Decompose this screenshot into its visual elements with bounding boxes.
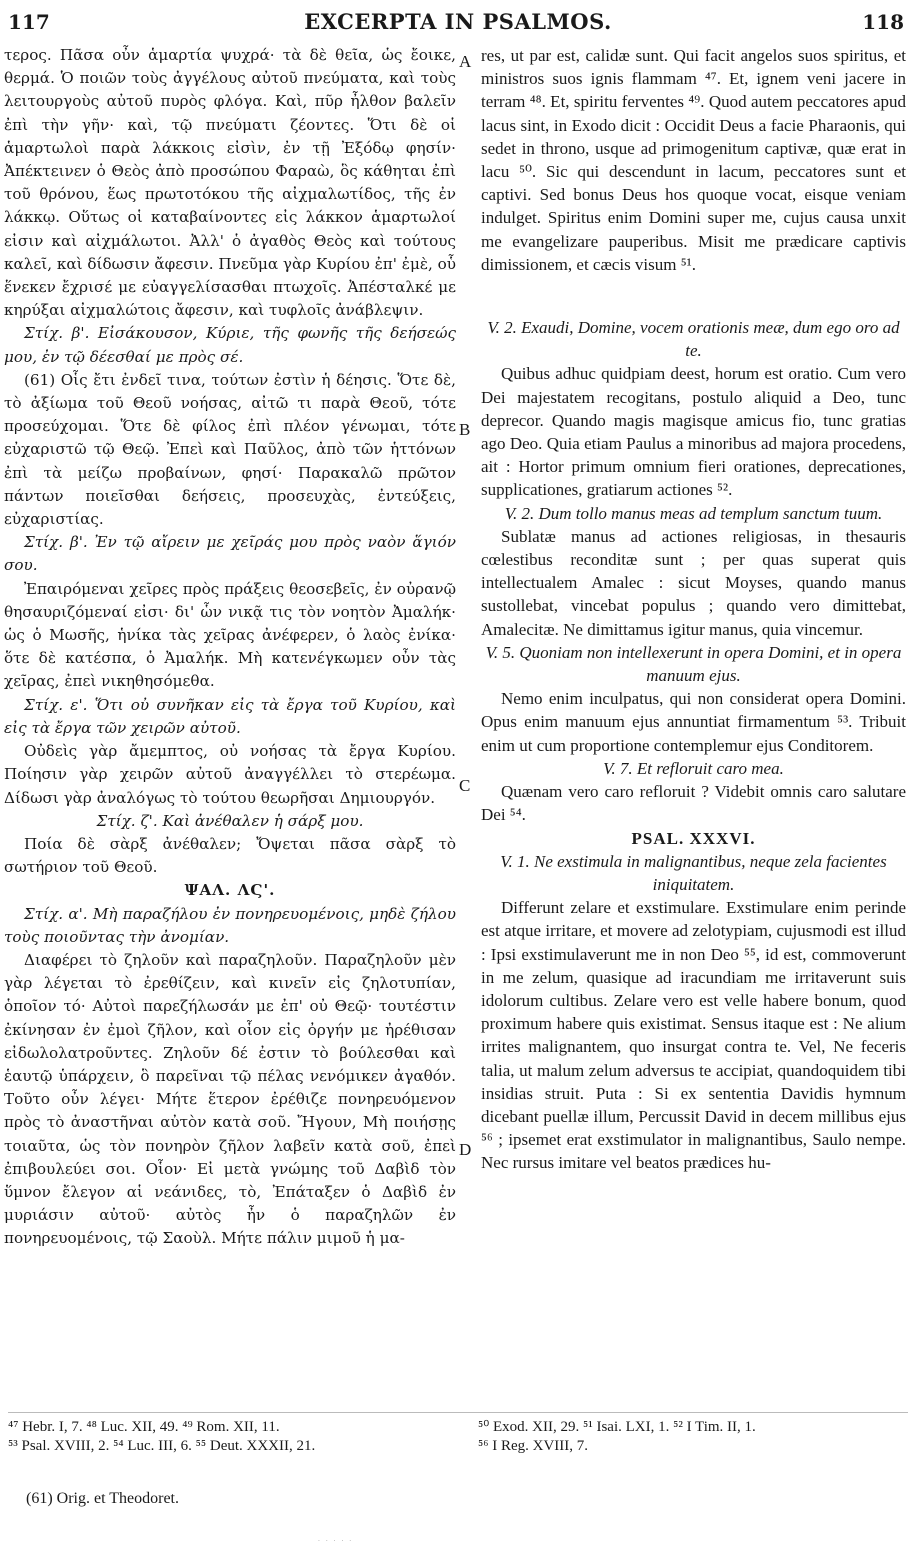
margin-letter-a: A xyxy=(459,52,472,71)
greek-column xyxy=(4,44,456,1414)
page-number-left: 117 xyxy=(8,10,50,34)
latin-paragraph: res, ut par est, calidæ sunt. Qui facit angelos suos spiritus, et ministros suos ignis flammam ⁴⁷. Et, ignem veni jacere in terram ⁴⁸. Et, spiritu ferventes ⁴⁹. Quod autem peccatores apud lacus sint, in Exodo dicit : Occidit Deus a facie Pharaonis, qui sedet in throno, usque ad primogenitum captivæ, quæ erat in lacu ⁵⁰. Sic qui descendunt in lacum, peccatores sunt et captivi. Sed bonus Deus hos quoque vocat, eisque veniam indulget. Spiritus enim Domini super me, cujus causa unxit me evangelizare pauperibus. Misit me prædicare captivis dimissionem, et cæcis visum ⁵¹. xyxy=(481,46,906,274)
latin-paragraph: Sublatæ manus ad actiones religiosas, in thesauris cœlestibus reconditæ sunt ; per quas superat quis intellectualem Amalec : sicut Moyses, quando manus sustollebat, vincebat populus ; quando vero dimittebat, Amalecitæ. Ne dimittamus igitur manus, quia vincemur. xyxy=(481,526,906,639)
page-header xyxy=(0,0,916,40)
printer-mark: · · · · · xyxy=(318,1538,354,1545)
greek-paragraph: Οὐδεὶς γὰρ ἄμεμπτος, οὐ νοήσας τὰ ἔργα Κυρίου. Ποίησιν γὰρ χειρῶν αὐτοῦ ἀναγγέλλει τὸ στερέωμα. Δίδωσι γὰρ ἀναλόγως τὸ τούτου θεωρῆσαι Δημιουργόν. xyxy=(4,742,456,807)
greek-verse-heading: Στίχ. ζ'. Καὶ ἀνέθαλεν ἡ σάρξ μου. xyxy=(96,811,364,830)
footnote-line: ⁴⁷ Hebr. I, 7. ⁴⁸ Luc. XII, 49. ⁴⁹ Rom. XII, 11. xyxy=(8,1419,280,1435)
page-number-right: 118 xyxy=(862,10,904,34)
greek-verse-heading: Στίχ. β'. Ἐν τῷ αἴρειν με χεῖράς μου πρὸς ναὸν ἅγιόν σου. xyxy=(4,533,456,575)
latin-verse-heading: V. 7. Et refloruit caro mea. xyxy=(603,758,784,778)
footnotes-left xyxy=(8,1418,468,1456)
greek-paragraph: (61) Οἷς ἔτι ἐνδεῖ τινα, τούτων ἐστὶν ἡ δέησις. Ὅτε δὲ, τὸ ἀξίωμα τοῦ Θεοῦ νοήσας, αἰτῶ τι παρὰ Θεοῦ, τότε προσεύχομαι. Ὅτε δὲ φίλος ἐπὶ πλέον γένωμαι, τότε εὐχαριστῶ τῷ Θεῷ. Ἐπεὶ καὶ Παῦλος, ἀπὸ τῶν ἡττόνων ἐπὶ τὰ μείζω προβαίνων, φησί· Παρακαλῶ πρῶτον πάντων ποιεῖσθαι δεήσεις, προσευχὰς, ἐντεύξεις, εὐχαριστίας. xyxy=(4,370,456,529)
latin-paragraph: Quænam vero caro refloruit ? Videbit omnis caro salutare Dei ⁵⁴. xyxy=(481,782,906,825)
latin-psalm-title: PSAL. XXXVI. xyxy=(631,828,756,848)
source-note: (61) Orig. et Theodoret. xyxy=(26,1490,179,1507)
greek-verse-heading: Στίχ. β'. Εἰσάκουσον, Κύριε, τῆς φωνῆς τῆς δεήσεώς μου, ἐν τῷ δέεσθαί με πρὸς σέ. xyxy=(4,324,456,366)
footnotes-right xyxy=(478,1418,910,1456)
latin-verse-heading: V. 5. Quoniam non intellexerunt in opera Domini, et in opera manuum ejus. xyxy=(485,642,902,686)
footnote-line: ⁵⁶ I Reg. XVIII, 7. xyxy=(478,1438,589,1454)
footnote-divider xyxy=(8,1412,908,1413)
greek-paragraph: Ποία δὲ σὰρξ ἀνέθαλεν; Ὄψεται πᾶσα σὰρξ τὸ σωτήριον τοῦ Θεοῦ. xyxy=(4,834,456,877)
latin-paragraph: Quibus adhuc quidpiam deest, horum est oratio. Cum vero Dei majestatem recogitans, postulo aliquid a Deo, tunc deprecor. Quando magis magisque amicus fio, tunc gratias ago Deo. Quia etiam Paulus a minoribus ad majora procedens, ait : Hortor primum omnium fieri orationes, deprecationes, supplicationes, gratiarum actiones ⁵². xyxy=(481,364,906,500)
latin-verse-heading: V. 2. Exaudi, Domine, vocem orationis meæ, dum ego oro ad te. xyxy=(487,318,900,361)
greek-paragraph: τερος. Πᾶσα οὖν ἁμαρτία ψυχρά· τὰ δὲ θεῖα, ὡς ἔοικε, θερμά. Ὁ ποιῶν τοὺς ἀγγέλους αὐτοῦ πνεύματα, καὶ τοὺς λειτουργοὺς αὐτοῦ πυρὸς φλόγα. Καὶ, πῦρ ἦλθον βαλεῖν ἐπὶ τὴν γῆν· καὶ, τῷ πνεύματι ζέοντες. Ὅτι δὲ οἱ ἁμαρτωλοὶ παρὰ λάκκοις εἰσὶν, ἐν τῇ Ἐξόδῳ φησίν· Ἀπέκτεινεν ὁ Θεὸς ἀπὸ προσώπου Φαραὼ, ὃς κάθηται ἐπὶ τοῦ θρόνου, ἕως πρωτοτόκου τῆς αἰχμαλωτίδος, τῆς ἐν λάκκῳ. Οὕτως οἱ καταβαίνοντες εἰς λάκκον ἁμαρτωλοί εἰσιν καὶ αἰχμάλωτοι. Ἀλλ' ὁ ἀγαθὸς Θεὸς καὶ τούτους καλεῖ, καὶ δίδωσιν ἄφεσιν. Πνεῦμα γὰρ Κυρίου ἐπ' ἐμὲ, οὗ ἕνεκεν ἔχρισέ με εὐαγγελίσασθαι πτωχοῖς. Ἀπέσταλκέ με κηρύξαι αἰχμαλώτοις ἄφεσιν, καὶ τυφλοῖς ἀνάβλεψιν. xyxy=(4,46,456,320)
footnote-line: ⁵³ Psal. XVIII, 2. ⁵⁴ Luc. III, 6. ⁵⁵ Deut. XXXII, 21. xyxy=(8,1438,316,1454)
greek-verse-heading: Στίχ. ε'. Ὅτι οὐ συνῆκαν εἰς τὰ ἔργα τοῦ Κυρίου, καὶ εἰς τὰ ἔργα τῶν χειρῶν αὐτοῦ. xyxy=(4,695,456,737)
latin-verse-heading: V. 2. Dum tollo manus meas ad templum sanctum tuum. xyxy=(504,503,883,523)
latin-paragraph: Nemo enim inculpatus, qui non considerat opera Domini. Opus enim manuum ejus annuntiat firmamentum ⁵³. Tribuit enim ut cum proportione contemplemur ejus Conditorem. xyxy=(481,689,906,755)
greek-verse-heading: Στίχ. α'. Μὴ παραζήλου ἐν πονηρευομένοις, μηδὲ ζήλου τοὺς ποιοῦντας τὴν ἀνομίαν. xyxy=(4,904,456,946)
greek-paragraph: Διαφέρει τὸ ζηλοῦν καὶ παραζηλοῦν. Παραζηλοῦν μὲν γὰρ λέγεται τὸ ἐρεθίζειν, καὶ κινεῖν εἰς ζηλοτυπίαν, ὁποῖον τό· Αὐτοὶ παρεζήλωσάν με ἐπ' οὐ Θεῷ· τουτέστιν ἐκίνησαν ἐν ἐμοὶ ζῆλον, καὶ οἷον εἰς ὀργήν με ἠρέθισαν εἰδωλολατροῦντες. Ζηλοῦν δέ ἐστιν τὸ βούλεσθαι καὶ ἑαυτῷ ὑπάρχειν, ὃ παρεῖναι τῷ πέλας νενόμικεν ἀγαθόν. Τοῦτο οὖν λέγει· Μήτε ἕτερον ἐρέθιζε πονηρευόμενον πρὸς τὸ ἀναστῆναι αὐτὸν κατὰ σοῦ. Ἤγουν, Μὴ ποιήσῃς τοιαῦτα, ὡς τὸν πονηρὸν ζῆλον λαβεῖν κατὰ σοῦ, ἐπεὶ ἐπιβουλεύει σοι. Οἷον· Εἰ μετὰ γνώμης τοῦ Δαβὶδ τὸν ὕμνον ἔλεγον αἱ νεάνιδες, τὸ, Ἐπάταξεν ὁ Δαβὶδ ἐν μυριάσιν αὐτοῦ· αὐτὸς ἦν ὁ παραζηλῶν ἐν πονηρευομένοις, τῷ Σαοὺλ. Μήτε πάλιν μιμοῦ ἡ μα- xyxy=(4,950,456,1248)
margin-letter-c: C xyxy=(459,776,471,795)
latin-paragraph: Differunt zelare et exstimulare. Exstimulare enim perinde est atque irritare, et movere ad zelotypiam, cujusmodi est illud : Ipsi exstimulaverunt me in non Deo ⁵⁵, id est, commoverunt in me zelum, quasique ad iracundiam me irritaverunt suis idolorum cultibus. Zelare vero est velle habere bonum, quod proximum habere quis existimat. Sensus itaque est : Ne alium irrites malignantem, quo insurgat contra te. Vel, Ne feceris talia, ut malum zelum adversus te accipiat, quandoquidem tibi insidias struit. Puta : Si ex sententia Davidis hymnum dicebant puellæ illum, Percussit David in decem millibus ejus ⁵⁶ ; ipsemet erat exstimulator in malignantibus, Saulo nempe. Nec rursus imitare vel beatos prædices hu- xyxy=(481,898,906,1173)
greek-psalm-title: ΨΑΛ. ΛϚ'. xyxy=(184,881,276,900)
running-title: EXCERPTA IN PSALMOS. xyxy=(304,9,612,34)
latin-verse-heading: V. 1. Ne exstimula in malignantibus, neque zela facientes iniquitatem. xyxy=(500,851,887,894)
margin-letter-d: D xyxy=(459,1140,472,1159)
latin-column xyxy=(481,44,906,1414)
footnote-line: ⁵⁰ Exod. XII, 29. ⁵¹ Isai. LXI, 1. ⁵² I Tim. II, 1. xyxy=(478,1419,756,1435)
margin-letter-b: B xyxy=(459,420,471,439)
greek-paragraph: Ἐπαιρόμεναι χεῖρες πρὸς πράξεις θεοσεβεῖς, ἐν οὐρανῷ θησαυριζόμεναί εἰσι· δι' ὧν νικᾷ τις τὸν νοητὸν Ἀμαλήκ· ὡς ὁ Μωσῆς, ἡνίκα τὰς χεῖρας ἀνέφερεν, ὁ λαὸς ἐνίκα· ὅτε δὲ κατέσπα, ὁ Ἀμαλήκ. Μὴ κατενέγκωμεν οὖν τὰς χεῖρας, ἐπεὶ νικηθησόμεθα. xyxy=(4,579,456,691)
